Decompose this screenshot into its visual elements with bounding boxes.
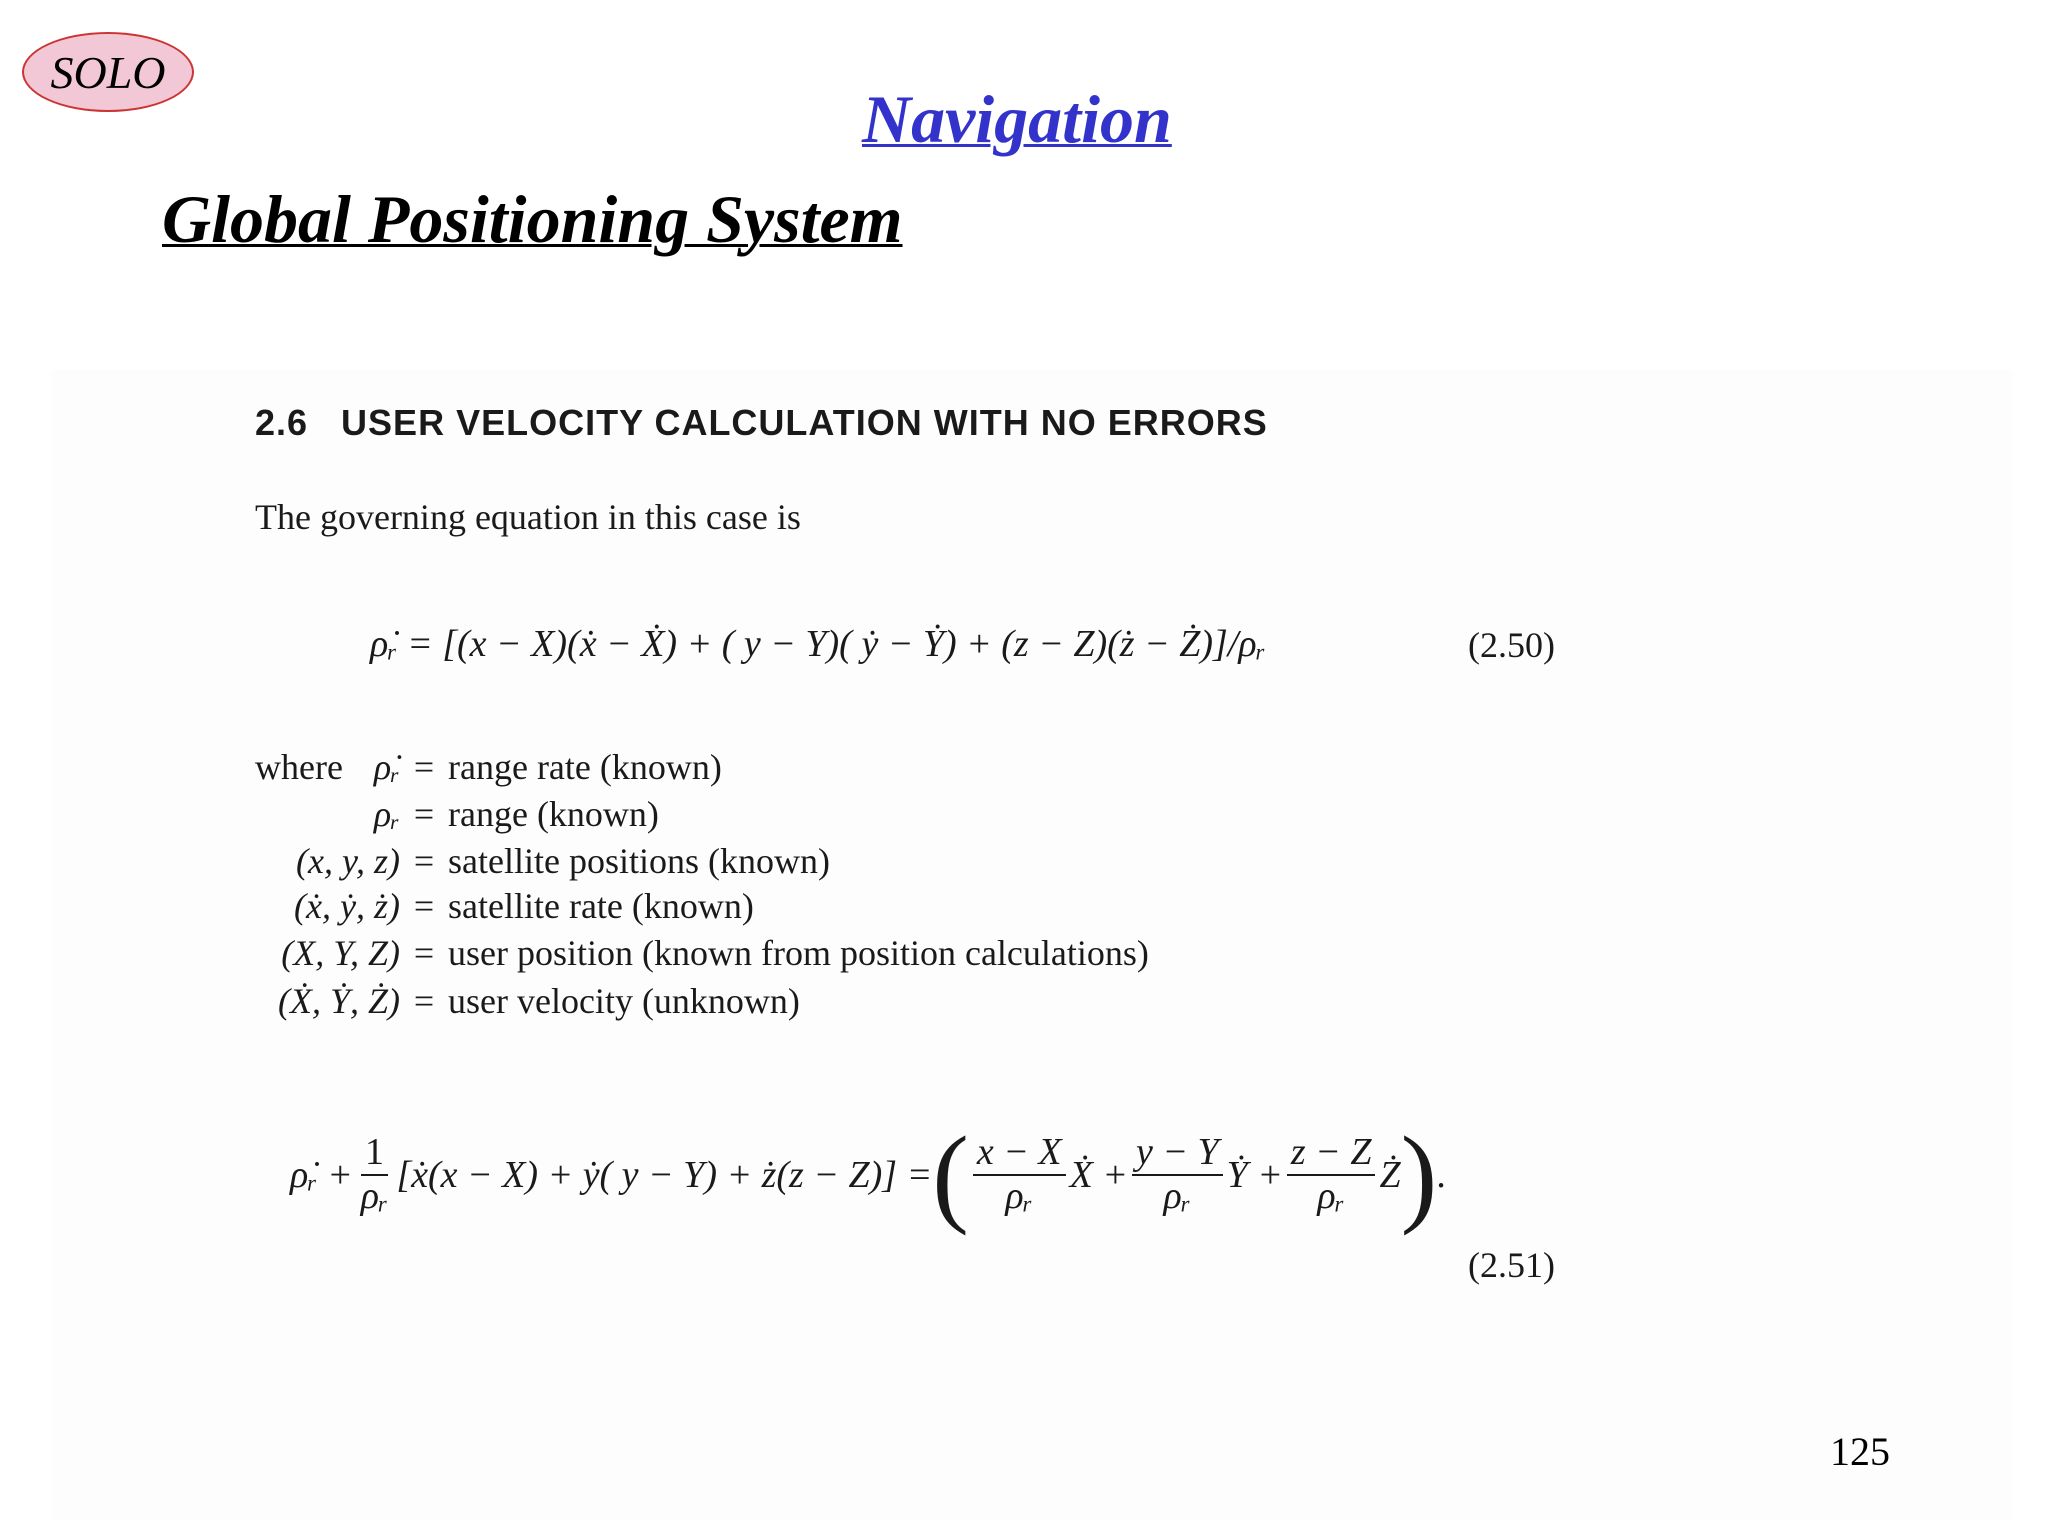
definition-description: satellite positions (known): [448, 841, 830, 881]
eq251-term1-var: Ẋ +: [1069, 1154, 1128, 1196]
fraction-denominator: ρᵣ: [360, 1175, 389, 1217]
definition-equals: =: [413, 841, 435, 881]
left-paren: (: [932, 1114, 969, 1236]
definition-row: [255, 885, 754, 931]
definition-description: satellite rate (known): [448, 886, 754, 926]
equation-2-51: [290, 1114, 1447, 1236]
fraction-denominator: ρᵣ: [1163, 1175, 1192, 1217]
definition-symbol: (X, Y, Z): [281, 933, 400, 973]
definition-equals: =: [413, 981, 435, 1021]
fraction-numerator: x − X: [973, 1132, 1066, 1176]
definition-row: [255, 840, 830, 886]
page-subtitle: Global Positioning System: [162, 181, 903, 257]
definition-symbol: (Ẋ, Ẏ, Ż): [277, 981, 400, 1021]
definition-description: user velocity (unknown): [448, 981, 800, 1021]
eq251-term3-var: Ż: [1379, 1154, 1401, 1196]
solo-logo: [22, 32, 194, 112]
definition-symbol: (x, y, z): [296, 841, 400, 881]
eq251-term3-fraction: [1287, 1132, 1376, 1218]
eq251-end: .: [1437, 1154, 1447, 1196]
definition-equals: =: [413, 933, 435, 973]
fraction-numerator: y − Y: [1132, 1132, 1223, 1176]
equation-number-2-50: (2.50): [1468, 625, 1555, 665]
fraction-denominator: ρᵣ: [1317, 1175, 1345, 1217]
definition-description: user position (known from position calculations): [448, 933, 1149, 973]
eq251-bracket-term: [ẋ(x − X) + ẏ( y − Y) + ż(z − Z)] =: [396, 1154, 933, 1196]
eq251-term2-fraction: [1132, 1132, 1223, 1218]
intro-paragraph: The governing equation in this case is: [255, 497, 801, 537]
fraction-numerator: z − Z: [1287, 1132, 1376, 1176]
eq251-left: ρ̇ᵣ +: [290, 1154, 353, 1196]
logo-text: SOLO: [50, 46, 166, 98]
eq251-term1-fraction: [973, 1132, 1066, 1218]
page-title: Navigation: [862, 81, 1172, 157]
definition-equals: =: [413, 886, 435, 926]
equation-2-50: ρ̇ᵣ = [(x − X)(ẋ − Ẋ) + ( y − Y)( ẏ − Ẏ) + (z − Z)(ż − Ż)]/ρᵣ: [370, 623, 1266, 665]
fraction-numerator: 1: [361, 1132, 388, 1176]
eq251-fraction: [357, 1132, 393, 1218]
definition-symbol: ρ̇ᵣ: [373, 747, 400, 787]
equation-number-2-51: (2.51): [1468, 1245, 1555, 1285]
definition-equals: =: [413, 747, 435, 787]
fraction-denominator: ρᵣ: [1005, 1175, 1034, 1217]
definition-description: range (known): [448, 794, 659, 834]
definition-row: where ρ̇ᵣ = range rate (known): [255, 747, 722, 787]
definition-row: [255, 932, 1149, 978]
definition-row: [255, 980, 800, 1026]
definition-description: range rate (known): [448, 747, 722, 787]
definition-equals: =: [413, 794, 435, 834]
page-number: 125: [1830, 1429, 1890, 1474]
section-heading: 2.6 USER VELOCITY CALCULATION WITH NO ERRORS: [255, 402, 1268, 443]
right-paren: ): [1400, 1114, 1438, 1236]
definition-symbol: ρᵣ: [373, 794, 400, 834]
eq251-term2-var: Ẏ +: [1226, 1154, 1283, 1196]
definition-symbol: (ẋ, ẏ, ż): [294, 886, 400, 926]
definition-row: [255, 793, 659, 839]
